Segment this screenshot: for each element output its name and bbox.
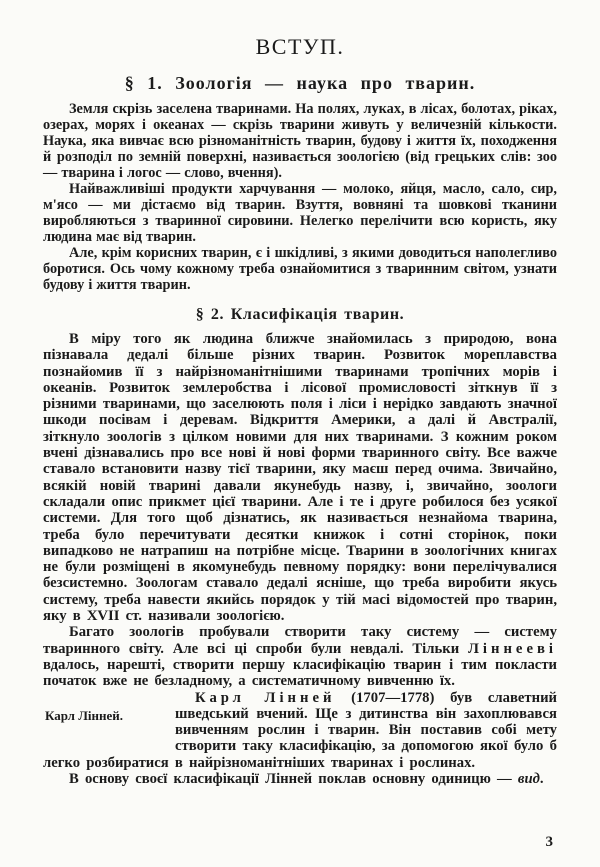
- paragraph-linnaeus-system: [43, 624, 557, 689]
- paragraph-text: В основу своєї класифікації Лінней поклав основну одиницю —: [69, 771, 518, 788]
- paragraph-text: (1707—1778) був славетний шведський вчений. Ще з дитинства він захоплювався вивченням рослин і тварин. Він поставив собі мету створити таку класифікацію, за допомогою якої було б легко розбиратися в найрізноманітніших тваринах і рослинах.: [43, 689, 558, 771]
- section-1-heading: § 1. Зоологія — наука про тварин.: [124, 73, 476, 93]
- paragraph-karl-linnaeus: [43, 690, 557, 771]
- paragraph-harmful-animals: Але, крім корисних тварин, є і шкідливі, з якими доводиться наполегливо боротися. Ось чому кожному треба ознайомитися з тваринним світом, узнати будову і життя тварин.: [43, 245, 557, 293]
- term-species: вид: [517, 771, 540, 788]
- paragraph-animal-products: Найважливіші продукти харчування — молоко, яйця, масло, сало, сир, м'ясо — ми дістаємо від тварин. Взуття, вовняні та шовкові тканини виробляються з тваринної сировини. Нелегко перелічити всю користь, яку людина має від тварин.: [43, 181, 557, 245]
- margin-note-karl-linnaeus: Карл Лінней.: [45, 707, 123, 723]
- paragraph-text: .: [539, 771, 544, 788]
- paragraph-text: вдалось, нарешті, створити першу класифікацію тварин і тим покласти початок вже не безладному, а систематичному вивченню їх.: [43, 656, 557, 690]
- paragraph-species-unit: [43, 771, 557, 787]
- page-number: 3: [545, 834, 553, 850]
- emphasized-name-karl-linnaeus: Карл Лінней: [195, 689, 336, 706]
- paragraph-animals-everywhere: Земля скрізь заселена тваринами. На полях, луках, в лісах, болотах, ріках, озерах, морях і океанах — скрізь тварини живуть у величезній кількости. Наука, яка вивчає всю різноманітність тварин, будову і життя їх, походження й розподіл по земній поверхні, називається зоологією (від грецьких слів: зоо — тварина і логос — слово, вчення).: [43, 101, 557, 181]
- emphasized-name-linnei: Ліннееві: [467, 640, 557, 657]
- paragraph-text: Багато зоологів пробували створити таку систему — систему тваринного світу. Але всі ці спроби були невдалі. Тільки: [43, 624, 557, 657]
- section-2-heading: § 2. Класифікація тварин.: [195, 306, 405, 323]
- paragraph-classification-history: В міру того як людина ближче знайомилась з природою, вона пізнавала дедалі більше різних тварин. Розвиток мореплавства познайомив її з найрізноманітнішими тваринами тропічних морів і океанів. Розвиток землеробства і лісової промисловості зіткнув її з різними тваринами, що заселюють поля і ліси і нерідко завдають значної шкоди посівам і деревам. Відкриття Америки, а далі й Австралії, зіткнуло зоологів з цілком новими для них тваринами. З кожним роком вчені дізнавались про все нові й нові форми тваринного світу. Все важче ставало встановити назву тієї тварини, яку маєш перед очима. Звичайно, всякій новій тварині давали якунебудь назву, і, звичайно, зоологи складали опис прикмет цієї тварини. Але і те і друге робилося без усякої системи. Для того щоб дізнатись, як називається незнайома тварина, треба було перечитувати десятки книжок і сотні сторінок, поки випадково не натрапиш на потрібне місце. Тварини в зоологічних книгах не були розміщені в якомунебудь певному порядку: вони перелічувалися безсистемно. Зоологам ставало дедалі ясніше, що треба виробити якусь систему, треба навести якийсь порядок у тій масі відомостей про тварин, яку в XVII ст. називали зоологією.: [43, 331, 557, 625]
- chapter-title: ВСТУП.: [255, 34, 345, 59]
